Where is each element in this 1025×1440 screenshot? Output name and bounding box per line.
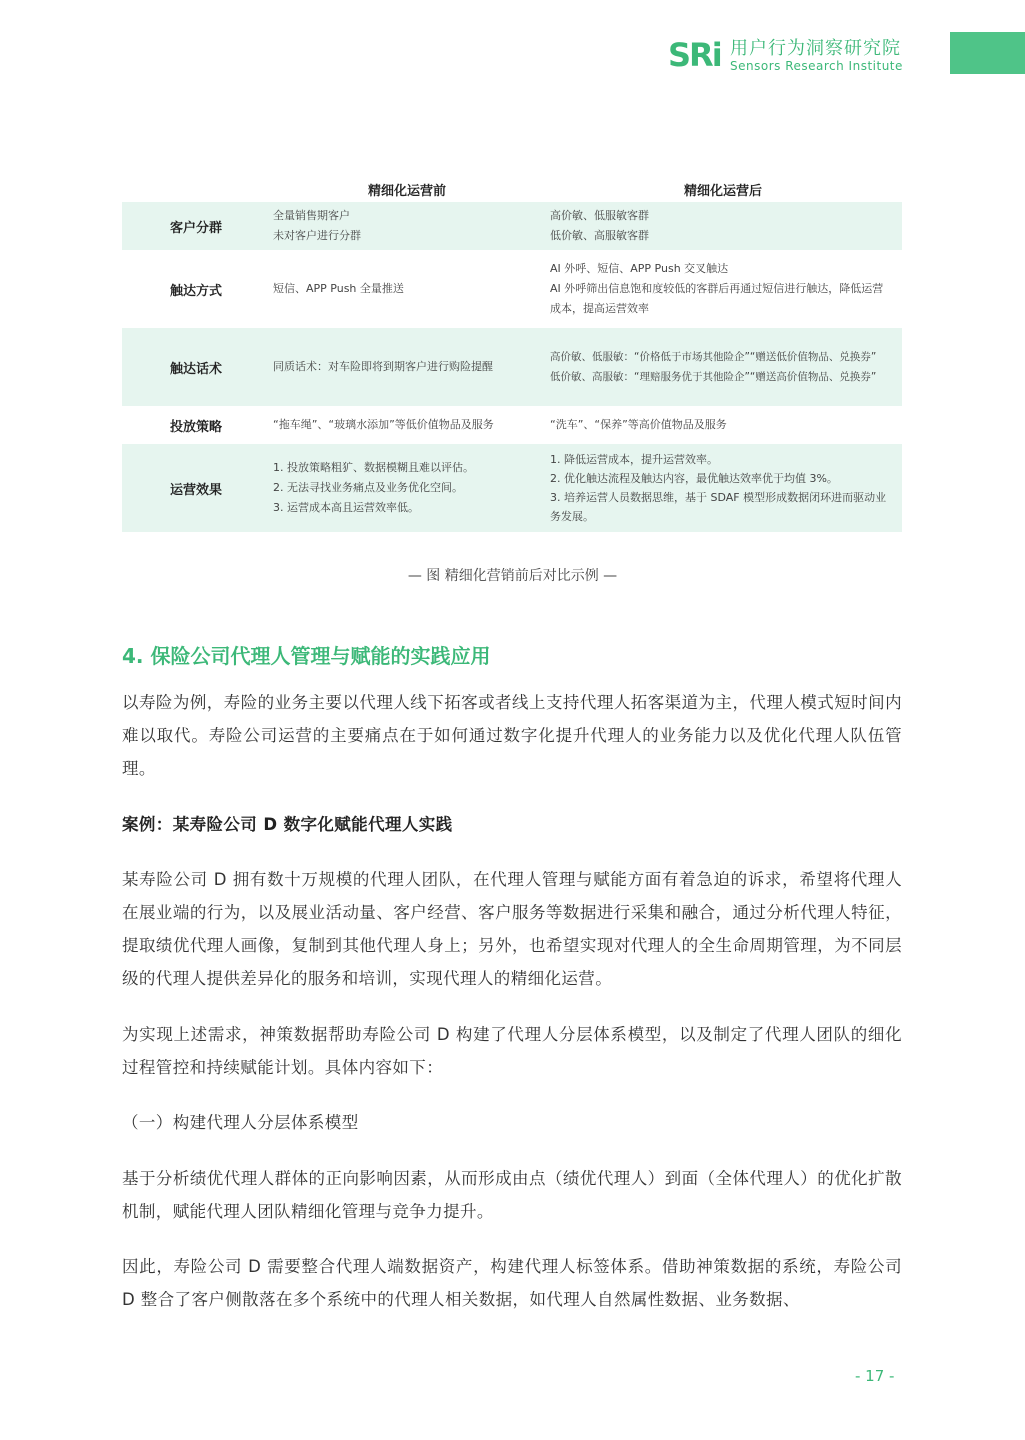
table-row bbox=[122, 250, 902, 328]
table-header bbox=[122, 172, 902, 202]
cell-after bbox=[550, 450, 902, 526]
cell-after bbox=[550, 415, 902, 435]
row-label: 客户分群 bbox=[169, 220, 222, 236]
cell-after bbox=[550, 347, 902, 387]
cell-line: 成本，提高运营效率 bbox=[550, 302, 649, 315]
cell-line: 短信、APP Push 全量推送 bbox=[273, 282, 404, 295]
page-number: - 17 - bbox=[855, 1367, 895, 1385]
cell-line: 同质话术：对车险即将到期客户进行购险提醒 bbox=[273, 360, 493, 373]
table-row bbox=[122, 444, 902, 532]
cell-line: 2. 无法寻找业务痛点及业务优化空间。 bbox=[273, 481, 463, 494]
cell-before bbox=[273, 357, 533, 377]
cell-line: 1. 降低运营成本，提升运营效率。 bbox=[550, 453, 718, 466]
cell-line: 未对客户进行分群 bbox=[273, 229, 361, 242]
comparison-table bbox=[122, 172, 902, 532]
table-row bbox=[122, 202, 902, 250]
cell-line: 务发展。 bbox=[550, 510, 594, 523]
section-title: 4. 保险公司代理人管理与赋能的实践应用 bbox=[122, 644, 491, 668]
row-label: 触达话术 bbox=[169, 361, 222, 377]
cell-after bbox=[550, 206, 902, 246]
cell-line: 3. 培养运营人员数据思维，基于 SDAF 模型形成数据闭环进而驱动业 bbox=[550, 491, 887, 504]
header-before: 精细化运营前 bbox=[368, 184, 447, 199]
cell-line: 1. 投放策略粗犷、数据模糊且难以评估。 bbox=[273, 461, 474, 474]
logo-mark: SRi bbox=[668, 36, 721, 74]
table-row bbox=[122, 406, 902, 444]
row-label: 触达方式 bbox=[169, 283, 222, 299]
paragraph-intro: 以寿险为例，寿险的业务主要以代理人线下拓客或者线上支持代理人拓客渠道为主，代理人模式短时间内难以取代。寿险公司运营的主要痛点在于如何通过数字化提升代理人的业务能力以及优化代理人队伍管理。 bbox=[122, 693, 902, 778]
paragraph-tags: 因此，寿险公司 D 需要整合代理人端数据资产，构建代理人标签体系。借助神策数据的系统，寿险公司 D 整合了客户侧散落在多个系统中的代理人相关数据，如代理人自然属性数据、业务数据、 bbox=[122, 1257, 902, 1309]
figure-caption: — 图 精细化营销前后对比示例 — bbox=[407, 568, 618, 584]
cell-line: 2. 优化触达流程及触达内容，最优触达效率优于均值 3%。 bbox=[550, 472, 838, 485]
cell-after bbox=[550, 259, 902, 319]
paragraph-solution: 为实现上述需求，神策数据帮助寿险公司 D 构建了代理人分层体系模型，以及制定了代理人团队的细化过程管控和持续赋能计划。具体内容如下： bbox=[122, 1025, 902, 1077]
cell-line: “拖车绳”、“玻璃水添加”等低价值物品及服务 bbox=[273, 418, 494, 431]
cell-line: 低价敏、高服敏客群 bbox=[550, 229, 649, 242]
row-label: 运营效果 bbox=[169, 482, 222, 498]
subsection-title: （一）构建代理人分层体系模型 bbox=[122, 1113, 359, 1132]
cell-line: 高价敏、低服敏客群 bbox=[550, 209, 649, 222]
header-accent-block bbox=[950, 32, 1025, 74]
header-after: 精细化运营后 bbox=[684, 184, 763, 199]
logo-chinese-name: 用户行为洞察研究院 bbox=[730, 38, 901, 59]
row-label: 投放策略 bbox=[169, 419, 222, 435]
cell-before bbox=[273, 415, 533, 435]
logo-english-name: Sensors Research Institute bbox=[730, 59, 903, 73]
cell-before bbox=[273, 206, 533, 246]
cell-before bbox=[273, 458, 533, 518]
cell-line: AI 外呼、短信、APP Push 交叉触达 bbox=[550, 262, 729, 275]
cell-line: 全量销售期客户 bbox=[273, 209, 350, 222]
cell-line: “洗车”、“保养”等高价值物品及服务 bbox=[550, 418, 727, 431]
paragraph-model: 基于分析绩优代理人群体的正向影响因素，从而形成由点（绩优代理人）到面（全体代理人）的优化扩散机制，赋能代理人团队精细化管理与竞争力提升。 bbox=[122, 1169, 902, 1221]
case-title: 案例：某寿险公司 D 数字化赋能代理人实践 bbox=[122, 815, 453, 834]
cell-before bbox=[273, 279, 533, 299]
cell-line: AI 外呼筛出信息饱和度较低的客群后再通过短信进行触达，降低运营 bbox=[550, 282, 884, 295]
table-row bbox=[122, 328, 902, 406]
cell-line: 高价敏、低服敏：“价格低于市场其他险企”“赠送低价值物品、兑换券” bbox=[550, 351, 877, 363]
paragraph-case: 某寿险公司 D 拥有数十万规模的代理人团队，在代理人管理与赋能方面有着急迫的诉求，希望将代理人在展业端的行为，以及展业活动量、客户经营、客户服务等数据进行采集和融合，通过分析代理人特征，提取绩优代理人画像，复制到其他代理人身上；另外，也希望实现对代理人的全生命周期管理，为不同层级的代理人提供差异化的服务和培训，实现代理人的精细化运营。 bbox=[122, 870, 902, 988]
cell-line: 低价敏、高服敏：“理赔服务优于其他险企”“赠送高价值物品、兑换券” bbox=[550, 371, 877, 383]
cell-line: 3. 运营成本高且运营效率低。 bbox=[273, 501, 419, 514]
